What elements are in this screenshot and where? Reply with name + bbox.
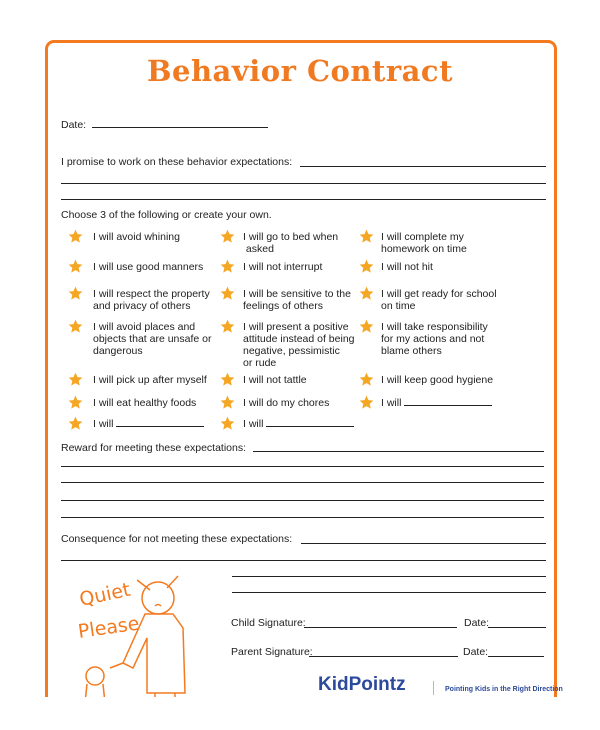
star-icon (68, 372, 83, 387)
behavior-option-label: I will (93, 418, 114, 430)
quiet-please-illustration (75, 568, 205, 697)
behavior-option-label: I will be sensitive to the feelings of others (243, 288, 351, 312)
page-crop (0, 697, 600, 730)
consequence-line[interactable] (232, 576, 546, 577)
star-icon (220, 395, 235, 410)
behavior-option-label: I will keep good hygiene (381, 374, 494, 386)
behavior-option-label: I will do my chores (243, 397, 330, 409)
behavior-option[interactable] (381, 374, 493, 386)
behavior-option-label: I will eat healthy foods (93, 397, 197, 409)
consequence-label: Consequence for not meeting these expectations: (61, 533, 293, 545)
behavior-option[interactable] (93, 374, 207, 386)
star-icon (68, 416, 83, 431)
reward-line[interactable] (61, 466, 544, 467)
reward-line[interactable] (61, 517, 544, 518)
reward-line[interactable] (253, 451, 544, 452)
star-icon (359, 229, 374, 244)
star-icon (359, 319, 374, 334)
behavior-option[interactable] (243, 231, 338, 255)
behavior-option-label: I will go to bed when asked (243, 231, 339, 255)
parent-signature-line[interactable] (309, 656, 458, 657)
promise-label: I promise to work on these behavior expectations: (61, 156, 293, 168)
page-title: Behavior Contract (147, 54, 453, 88)
child-signature-label: Child Signature: (231, 617, 306, 629)
promise-line[interactable] (61, 183, 546, 184)
star-icon (68, 286, 83, 301)
child-date-line[interactable] (488, 627, 546, 628)
behavior-option-label: I will take responsibility for my actions and not blame others (381, 321, 488, 357)
promise-line[interactable] (61, 199, 546, 200)
behavior-option-label: I will not tattle (243, 374, 307, 386)
star-icon (359, 286, 374, 301)
behavior-option[interactable] (381, 321, 488, 357)
behavior-option-label: I will respect the property and privacy of others (93, 288, 210, 312)
custom-behavior-line[interactable] (404, 405, 492, 406)
star-icon (359, 395, 374, 410)
star-icon (68, 319, 83, 334)
behavior-option[interactable] (93, 321, 212, 357)
behavior-option-label: I will (243, 418, 264, 430)
svg-text:Please: Please (76, 612, 141, 643)
behavior-option-label: I will not hit (381, 261, 433, 273)
behavior-option-label: I will pick up after myself (93, 374, 207, 386)
child-date-label: Date: (464, 617, 490, 629)
reward-label: Reward for meeting these expectations: (61, 442, 247, 454)
behavior-option[interactable] (243, 261, 322, 273)
star-icon (220, 286, 235, 301)
behavior-option-label: I will use good manners (93, 261, 204, 273)
behavior-option-label: I will (381, 397, 402, 409)
kidpointz-logo: KidPointz (318, 674, 406, 695)
star-icon (359, 259, 374, 274)
behavior-option[interactable] (243, 374, 307, 386)
behavior-option-label: I will get ready for school on time (381, 288, 497, 312)
consequence-line[interactable] (301, 543, 546, 544)
star-icon (220, 229, 235, 244)
behavior-option[interactable] (381, 261, 433, 273)
date-line[interactable] (92, 127, 268, 128)
behavior-option-label: I will present a positive attitude instead of being negative, pessimistic or rude (243, 321, 355, 369)
star-icon (68, 259, 83, 274)
star-icon (359, 372, 374, 387)
custom-behavior-line[interactable] (116, 426, 204, 427)
behavior-option-label: I will not interrupt (243, 261, 323, 273)
star-icon (220, 372, 235, 387)
behavior-option-label: I will avoid places and objects that are unsafe or dangerous (93, 321, 212, 357)
custom-behavior-line[interactable] (266, 426, 354, 427)
logo-divider (433, 681, 434, 695)
behavior-option[interactable] (93, 418, 204, 430)
parent-signature-label: Parent Signature: (231, 646, 313, 658)
star-icon (220, 319, 235, 334)
reward-line[interactable] (61, 500, 544, 501)
star-icon (220, 259, 235, 274)
parent-date-label: Date: (463, 646, 489, 658)
reward-line[interactable] (61, 482, 544, 483)
behavior-option[interactable] (93, 261, 203, 273)
promise-line[interactable] (300, 166, 546, 167)
choose-label: Choose 3 of the following or create your own. (61, 209, 272, 221)
behavior-option[interactable] (243, 288, 351, 312)
consequence-line[interactable] (61, 560, 546, 561)
logo-tagline: Pointing Kids in the Right Direction (445, 686, 563, 693)
behavior-option[interactable] (243, 418, 354, 430)
behavior-option[interactable] (381, 288, 497, 312)
behavior-option-label: I will complete my homework on time (381, 231, 467, 255)
parent-date-line[interactable] (488, 656, 544, 657)
behavior-option[interactable] (381, 231, 467, 255)
behavior-option[interactable] (381, 397, 492, 409)
behavior-option-label: I will avoid whining (93, 231, 180, 243)
star-icon (68, 229, 83, 244)
behavior-option[interactable] (93, 288, 210, 312)
behavior-option[interactable] (243, 397, 329, 409)
behavior-option[interactable] (243, 321, 355, 369)
child-signature-line[interactable] (304, 627, 457, 628)
behavior-option[interactable] (93, 231, 180, 243)
svg-text:Quiet: Quiet (77, 578, 133, 611)
date-label: Date: (61, 119, 87, 131)
consequence-line[interactable] (232, 592, 546, 593)
star-icon (68, 395, 83, 410)
behavior-option[interactable] (93, 397, 196, 409)
star-icon (220, 416, 235, 431)
